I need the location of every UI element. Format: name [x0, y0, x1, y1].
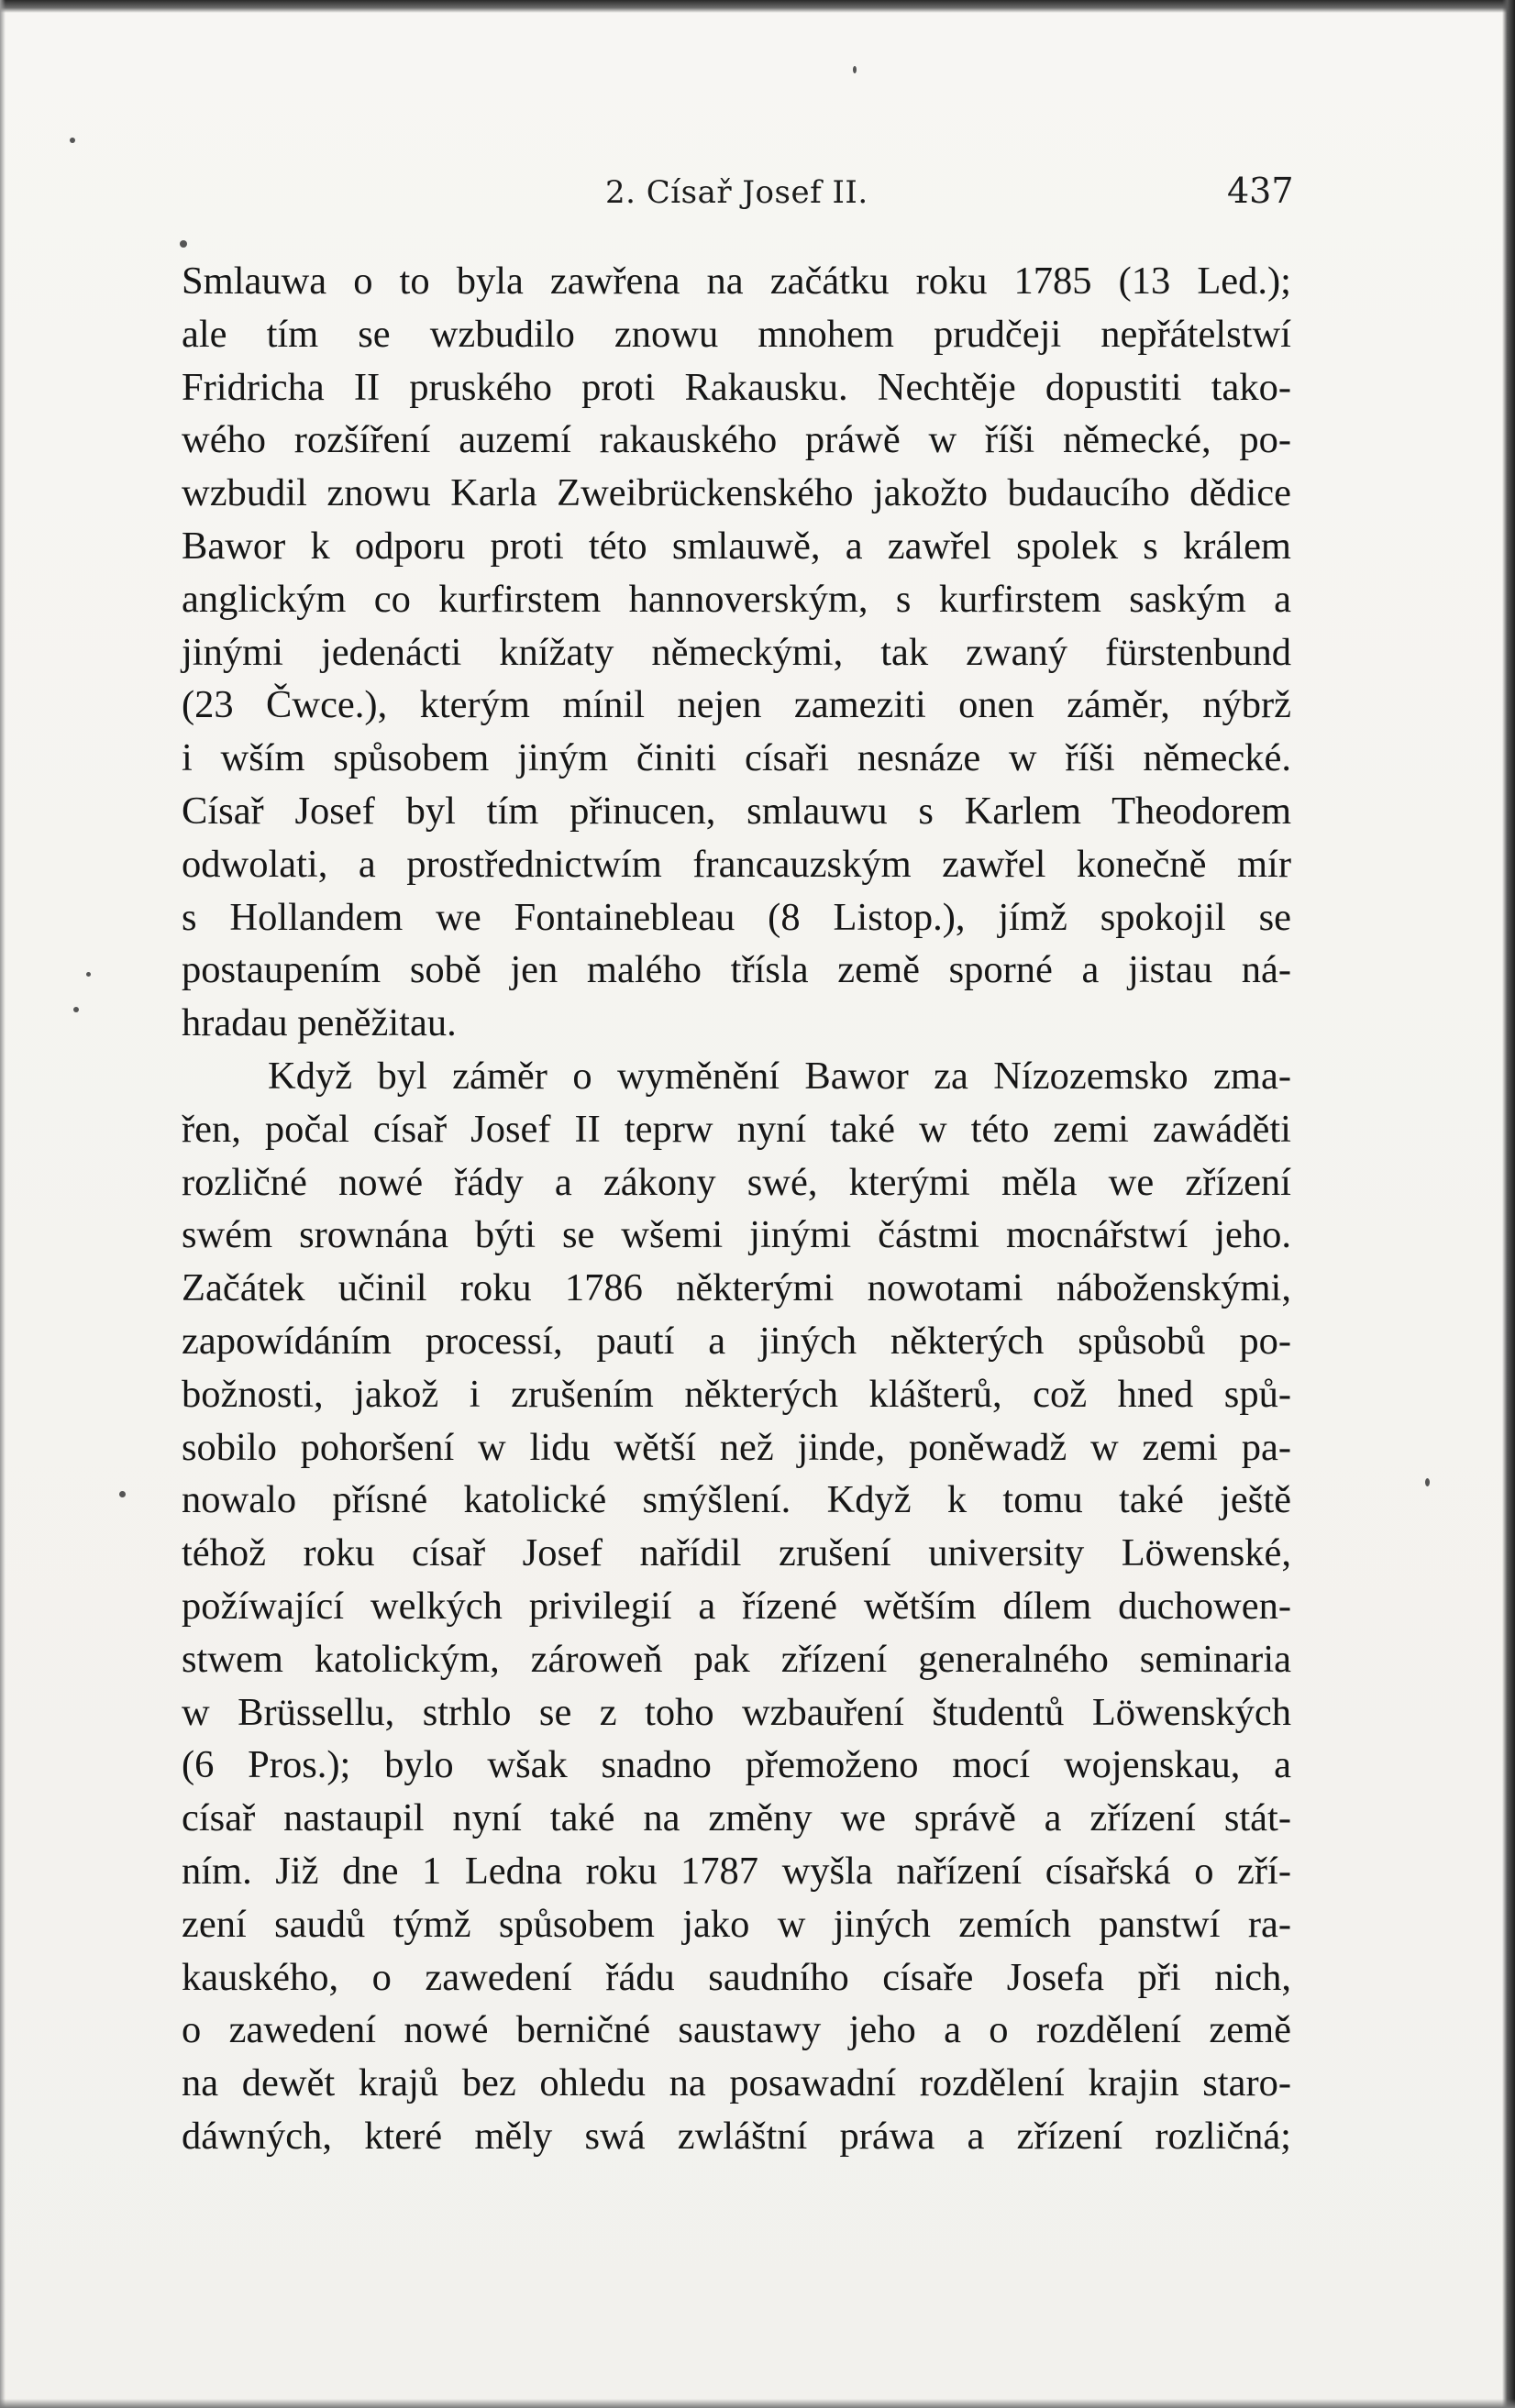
text-line: stwem katolickým, zároweň pak zřízení generalného seminaria — [182, 1637, 1291, 1681]
text-line: s Hollandem we Fontainebleau (8 Listop.), jímž spokojil se — [182, 895, 1291, 939]
text-line: zení saudů týmž spůsobem jako w jiných zemích panstwí ra- — [182, 1902, 1291, 1946]
text-line: požíwající welkých privilegií a řízené wětším dílem duchowen- — [182, 1584, 1291, 1628]
scan-edge-top — [0, 0, 1515, 13]
scan-edge-left — [0, 0, 6, 2408]
page-number: 437 — [1227, 171, 1294, 211]
text-line: císař nastaupil nyní také na změny we správě a zřízení stát- — [182, 1796, 1291, 1840]
text-line: Fridricha II pruského proti Rakausku. Nechtěje dopustiti tako- — [182, 365, 1291, 409]
text-line: postaupením sobě jen malého třísla země sporné a jistau ná- — [182, 948, 1291, 992]
scan-speck — [73, 1007, 79, 1012]
text-line: hradau peněžitau. — [182, 1001, 457, 1045]
text-line: Císař Josef byl tím přinucen, smlauwu s Karlem Theodorem — [182, 789, 1291, 833]
text-line: swém srownána býti se wšemi jinými částmi mocnářstwí jeho. — [182, 1213, 1291, 1257]
text-line: dáwných, které měly swá zwláštní práwa a zřízení rozličná; — [182, 2114, 1291, 2158]
text-line: téhož roku císař Josef nařídil zrušení university Löwenské, — [182, 1531, 1291, 1575]
running-head: 2. Císař Josef II. — [605, 174, 868, 211]
text-line: rozličné nowé řády a zákony swé, kterými měla we zřízení — [182, 1160, 1291, 1204]
text-line: zapowídáním processí, pautí a jiných některých spůsobů po- — [182, 1319, 1291, 1363]
scan-speck — [119, 1491, 126, 1497]
body-text — [182, 255, 1291, 2163]
scan-edge-bottom — [0, 2399, 1515, 2408]
scan-speck — [70, 138, 75, 143]
text-line: anglickým co kurfirstem hannoverským, s kurfirstem saským a — [182, 577, 1291, 621]
text-line: i wším spůsobem jiným činiti císaři nesnáze w říši německé. — [182, 736, 1291, 780]
scan-edge-right — [1502, 0, 1515, 2408]
text-line: nowalo přísné katolické smýšlení. Když k tomu také ještě — [182, 1478, 1291, 1522]
text-line: o zawedení nowé berničné saustawy jeho a o rozdělení země — [182, 2008, 1291, 2052]
text-line: jinými jedenácti knížaty německými, tak zwaný fürstenbund — [182, 630, 1291, 674]
text-line: (6 Pros.); bylo wšak snadno přemoženo mocí wojenskau, a — [182, 1743, 1291, 1787]
text-line: wého rozšíření auzemí rakauského práwě w říši německé, po- — [182, 418, 1291, 462]
text-line: božnosti, jakož i zrušením některých klášterů, což hned spů- — [182, 1372, 1291, 1416]
scan-speck — [180, 240, 187, 248]
text-line: Bawor k odporu proti této smlauwě, a zawřel spolek s králem — [182, 524, 1291, 568]
text-line: Smlauwa o to byla zawřena na začátku roku 1785 (13 Led.); — [182, 260, 1291, 303]
text-line: (23 Čwce.), kterým mínil nejen zameziti onen záměr, nýbrž — [182, 683, 1291, 727]
text-line: na dewět krajů bez ohledu na posawadní rozdělení krajin staro- — [182, 2061, 1291, 2105]
text-line: w Brüssellu, strhlo se z toho wzbauření študentů Löwenských — [182, 1690, 1291, 1734]
text-line: řen, počal císař Josef II teprw nyní také w této zemi zawáděti — [182, 1107, 1291, 1151]
text-line: ním. Již dne 1 Ledna roku 1787 wyšla nařízení císařská o zří- — [182, 1849, 1291, 1893]
text-line: Začátek učinil roku 1786 některými nowotami náboženskými, — [182, 1266, 1291, 1310]
text-line: ale tím se wzbudilo znowu mnohem prudčeji nepřátelstwí — [182, 312, 1291, 356]
text-line: wzbudil znowu Karla Zweibrückenského jakožto budaucího dědice — [182, 471, 1291, 515]
scan-speck — [1425, 1478, 1430, 1486]
paragraph-start-line: Když byl záměr o wyměnění Bawor za Nízozemsko zma- — [268, 1054, 1291, 1098]
scan-speck — [853, 66, 857, 73]
text-line: kauského, o zawedení řádu saudního císaře Josefa při nich, — [182, 1955, 1291, 1999]
text-line: sobilo pohoršení w lidu wětší než jinde, poněwadž w zemi pa- — [182, 1425, 1291, 1469]
text-line: odwolati, a prostřednictwím francauzským zawřel konečně mír — [182, 842, 1291, 886]
scan-speck — [86, 972, 91, 977]
